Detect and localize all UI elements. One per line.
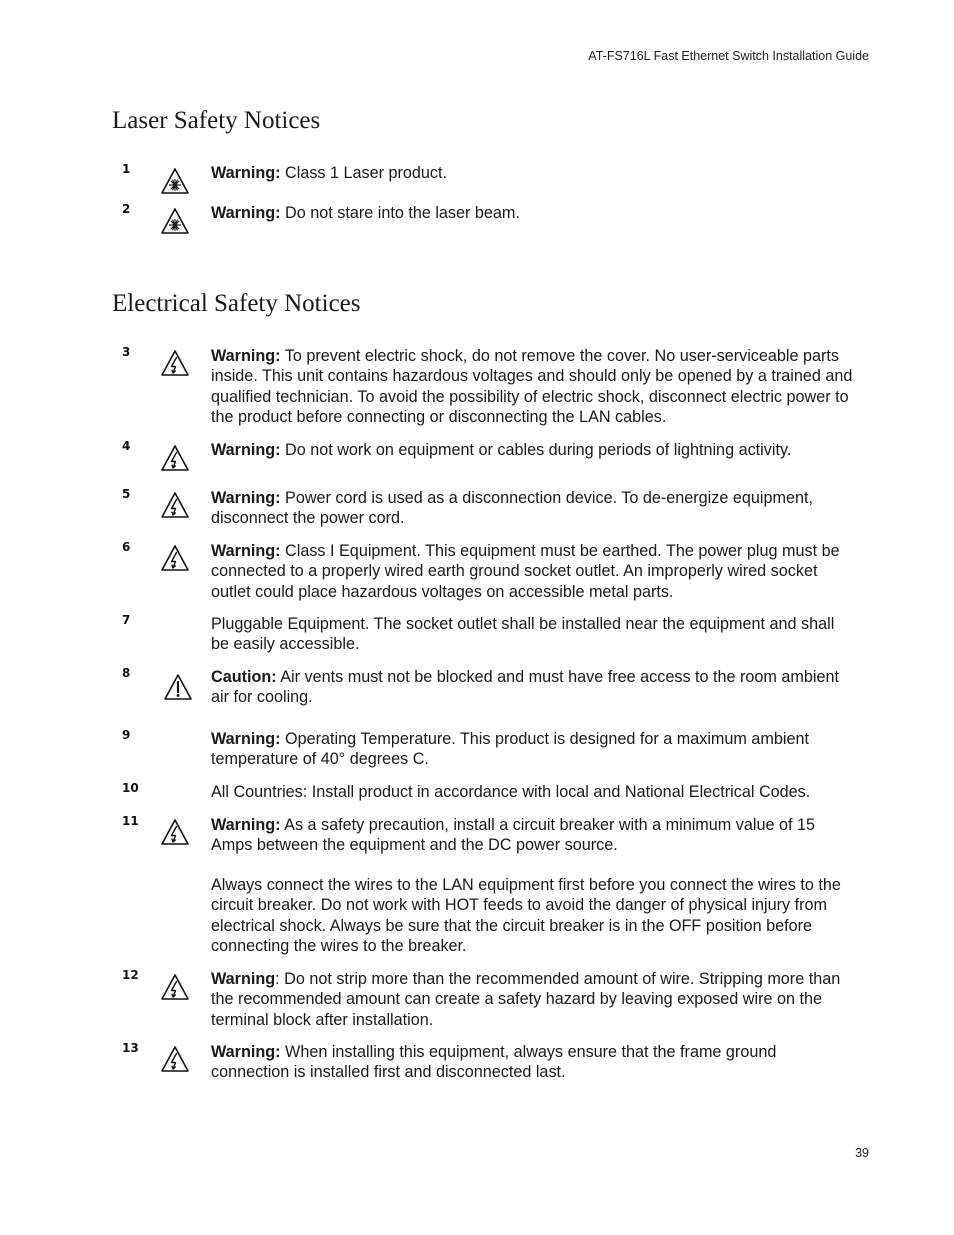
laser-warning-icon [160, 207, 190, 235]
notice-label: Warning: [211, 489, 281, 507]
notice-text [211, 440, 856, 460]
notice-body: As a safety precaution, install a circuit breaker with a minimum value of 15 Amps between the equipment and the DC power source. [211, 816, 815, 855]
notice-label: Warning [211, 970, 276, 988]
notice-number: 12 [122, 968, 139, 982]
notice-label: Warning: [211, 730, 281, 748]
section-title-laser: Laser Safety Notices [112, 107, 321, 134]
notice-number: 13 [122, 1041, 139, 1055]
notice-text [211, 346, 856, 427]
notice-label: Warning: [211, 441, 281, 459]
electrical-warning-icon [160, 444, 190, 472]
notice-body: Operating Temperature. This product is designed for a maximum ambient temperature of 40° degrees C. [211, 730, 809, 769]
notice-body: Air vents must not be blocked and must have free access to the room ambient air for cooling. [211, 668, 839, 707]
notice-label: Warning: [211, 1043, 281, 1061]
notice-number: 7 [122, 613, 131, 627]
notice-number: 10 [122, 781, 139, 795]
notice-number: 11 [122, 814, 139, 828]
notice-text [211, 203, 856, 223]
notice-number: 8 [122, 666, 131, 680]
notice-label: Caution: [211, 668, 277, 686]
notice-label: Warning: [211, 164, 281, 182]
notice-body: All Countries: Install product in accordance with local and National Electrical Codes. [211, 783, 811, 801]
notice-text [211, 782, 856, 802]
laser-warning-icon [160, 167, 190, 195]
notice-label: Warning: [211, 816, 281, 834]
running-header: AT-FS716L Fast Ethernet Switch Installation Guide [588, 49, 869, 63]
page-number: 39 [855, 1146, 869, 1160]
electrical-warning-icon [160, 1045, 190, 1073]
notice-body: Class I Equipment. This equipment must be earthed. The power plug must be connected to a properly wired earth ground socket outlet. An improperly wired socket outlet could place hazardous voltages on accessible metal parts. [211, 542, 840, 601]
notice-number: 9 [122, 728, 131, 742]
caution-icon [163, 673, 193, 701]
notice-text [211, 729, 856, 770]
notice-number: 5 [122, 487, 131, 501]
electrical-warning-icon [160, 818, 190, 846]
electrical-warning-icon [160, 491, 190, 519]
notice-number: 2 [122, 202, 131, 216]
electrical-warning-icon [160, 544, 190, 572]
notice-label: Warning: [211, 542, 281, 560]
notice-body: Do not stare into the laser beam. [280, 204, 520, 222]
notice-body: Do not work on equipment or cables during periods of lightning activity. [280, 441, 792, 459]
notice-body: Power cord is used as a disconnection device. To de-energize equipment, disconnect the power cord. [211, 489, 813, 528]
notice-text [211, 667, 856, 708]
notice-text [211, 541, 856, 602]
notice-body: : Do not strip more than the recommended amount of wire. Stripping more than the recommended amount can create a safety hazard by leaving exposed wire on the terminal block after installation. [211, 970, 841, 1029]
notice-number: 1 [122, 162, 131, 176]
notice-number: 6 [122, 540, 131, 554]
electrical-warning-icon [160, 973, 190, 1001]
notice-text-continued: Always connect the wires to the LAN equipment first before you connect the wires to the circuit breaker. Do not work with HOT feeds to avoid the danger of physical injury from electrical shock. Always be sure that the circuit breaker is in the OFF position before connecting the wires to the breaker. [211, 876, 841, 955]
notice-text [211, 969, 856, 1030]
electrical-warning-icon [160, 349, 190, 377]
notice-body: To prevent electric shock, do not remove the cover. No user-serviceable parts inside. This unit contains hazardous voltages and should only be opened by a trained and qualified technician. To avoid the possibility of electric shock, disconnect electric power to the product before connecting or disconnecting the LAN cables. [211, 347, 853, 426]
notice-text [211, 163, 856, 183]
notice-number: 3 [122, 345, 131, 359]
notice-label: Warning: [211, 204, 281, 222]
notice-body: When installing this equipment, always ensure that the frame ground connection is installed first and disconnected last. [211, 1043, 777, 1082]
notice-body: Class 1 Laser product. [280, 164, 447, 182]
notice-text [211, 815, 856, 856]
notice-text [211, 488, 856, 529]
section-title-electrical: Electrical Safety Notices [112, 290, 361, 317]
notice-text [211, 614, 856, 655]
notice-body: Pluggable Equipment. The socket outlet shall be installed near the equipment and shall be easily accessible. [211, 615, 835, 654]
notice-text [211, 1042, 856, 1083]
notice-label: Warning: [211, 347, 281, 365]
notice-number: 4 [122, 439, 131, 453]
